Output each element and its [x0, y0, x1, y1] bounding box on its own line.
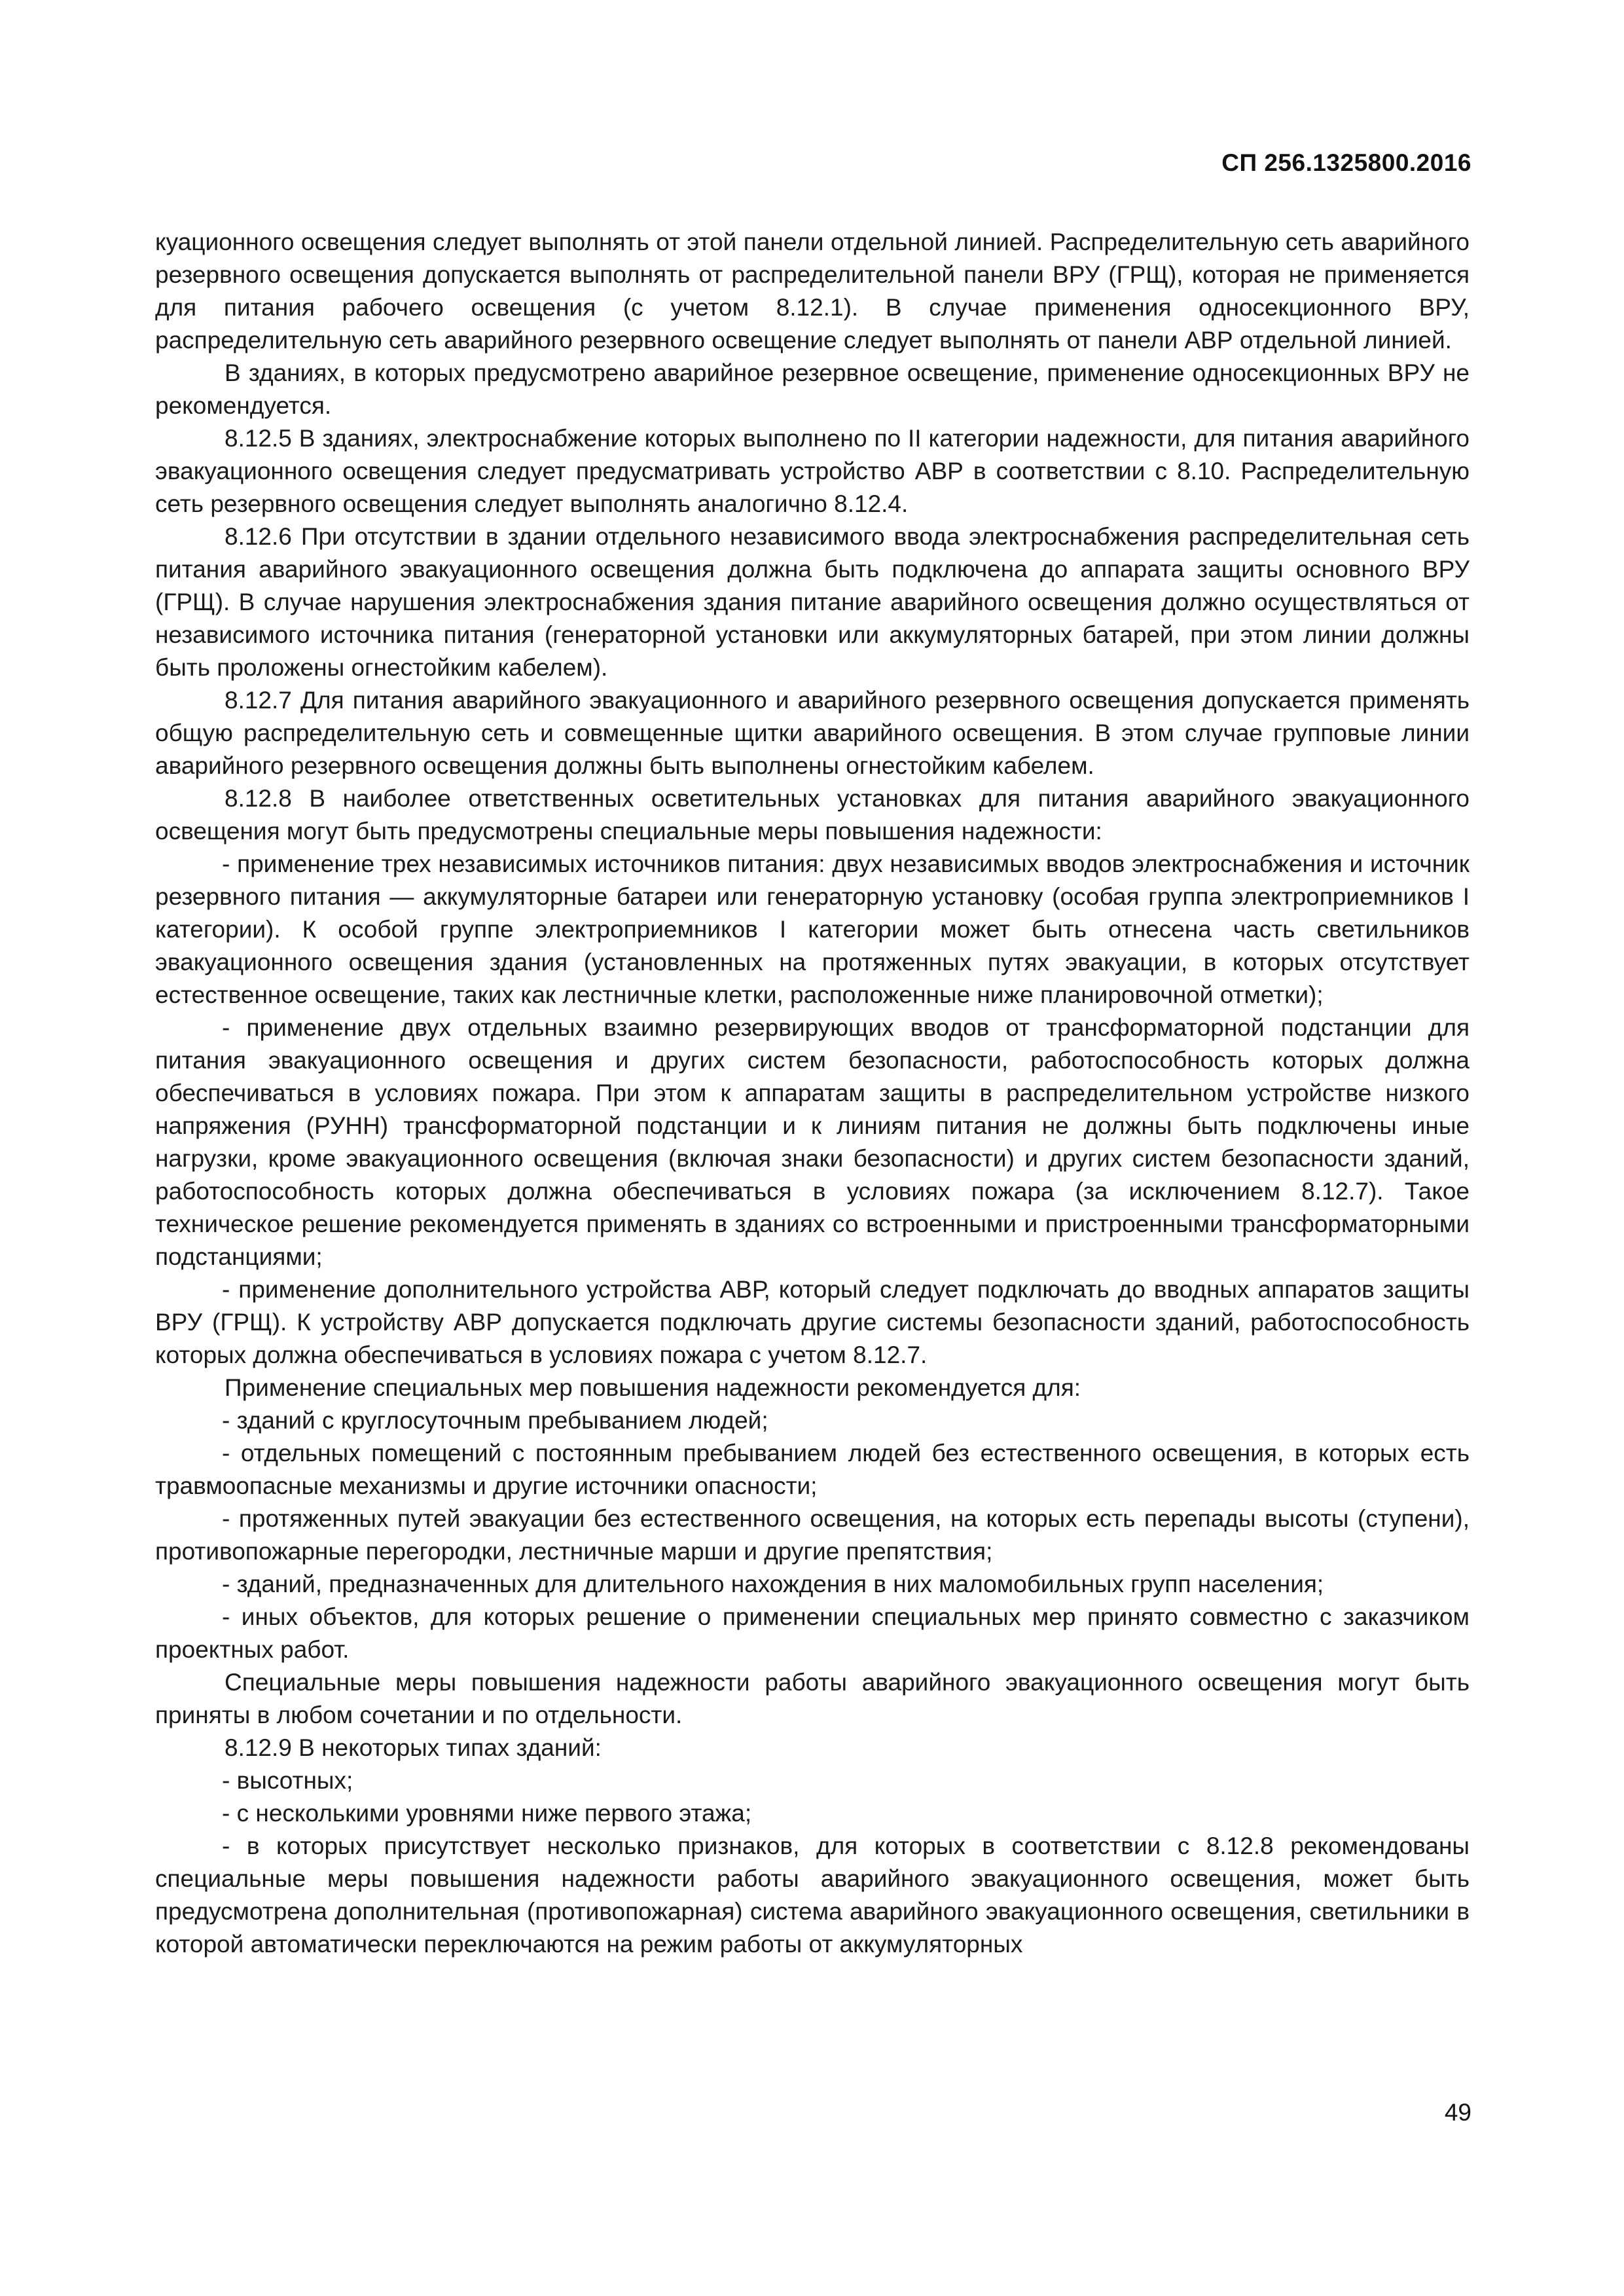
- list-item-high-rise: - высотных;: [222, 1767, 353, 1794]
- document-code-header: СП 256.1325800.2016: [1221, 149, 1471, 176]
- document-body: [155, 226, 1470, 1961]
- paragraph-recommended-for: Применение специальных мер повышения надежности рекомендуется для:: [225, 1374, 1081, 1401]
- list-item-round-the-clock: - зданий с круглосуточным пребыванием людей;: [222, 1407, 768, 1434]
- list-item-three-sources: - применение трех независимых источников питания: двух независимых вводов электроснабжения и источник резервного питания — аккумуляторные батареи или генераторную установку (особая группа электроприемников I категории). К особой группе электроприемников I категории может быть отнесена часть светильников эвакуационного освещения здания (установленных на протяженных путях эвакуации, в которых отсутствует естественное освещение, таких как лестничные клетки, расположенные ниже планировочной отметки);: [155, 850, 1470, 1008]
- list-item-two-inputs: - применение двух отдельных взаимно резервирующих вводов от трансформаторной подстанции для питания эвакуационного освещения и других систем безопасности, работоспособность которых должна обеспечиваться в условиях пожара. При этом к аппаратам защиты в распределительном устройстве низкого напряжения (РУНН) трансформаторной подстанции и к линиям питания не должны быть подключены иные нагрузки, кроме эвакуационного освещения (включая знаки безопасности) и других систем безопасности зданий, работоспособность которых должна обеспечиваться в условиях пожара (за исключением 8.12.7). Такое техническое решение рекомендуется применять в зданиях со встроенными и пристроенными трансформаторными подстанциями;: [155, 1014, 1470, 1270]
- clause-8-12-8: 8.12.8 В наиболее ответственных осветительных установках для питания аварийного эвакуационного освещения могут быть предусмотрены специальные меры повышения надежности:: [155, 785, 1470, 845]
- list-item-rooms-no-daylight: - отдельных помещений с постоянным пребыванием людей без естественного освещения, в которых есть травмоопасные механизмы и другие источники опасности;: [155, 1440, 1470, 1499]
- paragraph-single-section-note: В зданиях, в которых предусмотрено аварийное резервное освещение, применение односекционных ВРУ не рекомендуется.: [155, 359, 1470, 419]
- list-item-underground-levels: - с несколькими уровнями ниже первого этажа;: [222, 1800, 752, 1827]
- list-item-long-escape-routes: - протяженных путей эвакуации без естественного освещения, на которых есть перепады высоты (ступени), противопожарные перегородки, лестничные марши и другие препятствия;: [155, 1505, 1470, 1565]
- list-item-limited-mobility: - зданий, предназначенных для длительного нахождения в них маломобильных групп населения;: [222, 1571, 1324, 1597]
- clause-8-12-5: 8.12.5 В зданиях, электроснабжение которых выполнено по II категории надежности, для питания аварийного эвакуационного освещения следует предусматривать устройство АВР в соответствии с 8.10. Распределительную сеть резервного освещения следует выполнять аналогично 8.12.4.: [155, 425, 1470, 517]
- clause-8-12-7: 8.12.7 Для питания аварийного эвакуационного и аварийного резервного освещения допускается применять общую распределительную сеть и совмещенные щитки аварийного освещения. В этом случае групповые линии аварийного резервного освещения должны быть выполнены огнестойким кабелем.: [155, 687, 1470, 779]
- page-number: 49: [1444, 2099, 1471, 2126]
- clause-8-12-9: 8.12.9 В некоторых типах зданий:: [225, 1734, 602, 1761]
- list-item-several-features: - в которых присутствует несколько признаков, для которых в соответствии с 8.12.8 рекомендованы специальные меры повышения надежности работы аварийного эвакуационного освещения, может быть предусмотрена дополнительная (противопожарная) система аварийного эвакуационного освещения, светильники в которой автоматически переключаются на режим работы от аккумуляторных: [155, 1832, 1470, 1958]
- list-item-extra-avr: - применение дополнительного устройства АВР, который следует подключать до вводных аппаратов защиты ВРУ (ГРЩ). К устройству АВР допускается подключать другие системы безопасности зданий, работоспособность которых должна обеспечиваться в условиях пожара с учетом 8.12.7.: [155, 1276, 1470, 1368]
- clause-8-12-6: 8.12.6 При отсутствии в здании отдельного независимого ввода электроснабжения распределительная сеть питания аварийного эвакуационного освещения должна быть подключена до аппарата защиты основного ВРУ (ГРЩ). В случае нарушения электроснабжения здания питание аварийного освещения должно осуществляться от независимого источника питания (генераторной установки или аккумуляторных батарей, при этом линии должны быть проложены огнестойким кабелем).: [155, 523, 1470, 681]
- list-item-other-objects: - иных объектов, для которых решение о применении специальных мер принято совместно с заказчиком проектных работ.: [155, 1603, 1470, 1663]
- paragraph-continuation: куационного освещения следует выполнять от этой панели отдельной линией. Распределительную сеть аварийного резервного освещения допускается выполнять от распределительной панели ВРУ (ГРЩ), которая не применяется для питания рабочего освещения (с учетом 8.12.1). В случае применения односекционного ВРУ, распределительную сеть аварийного резервного освещение следует выполнять от панели АВР отдельной линией.: [155, 228, 1470, 354]
- paragraph-any-combination: Специальные меры повышения надежности работы аварийного эвакуационного освещения могут быть приняты в любом сочетании и по отдельности.: [155, 1669, 1470, 1728]
